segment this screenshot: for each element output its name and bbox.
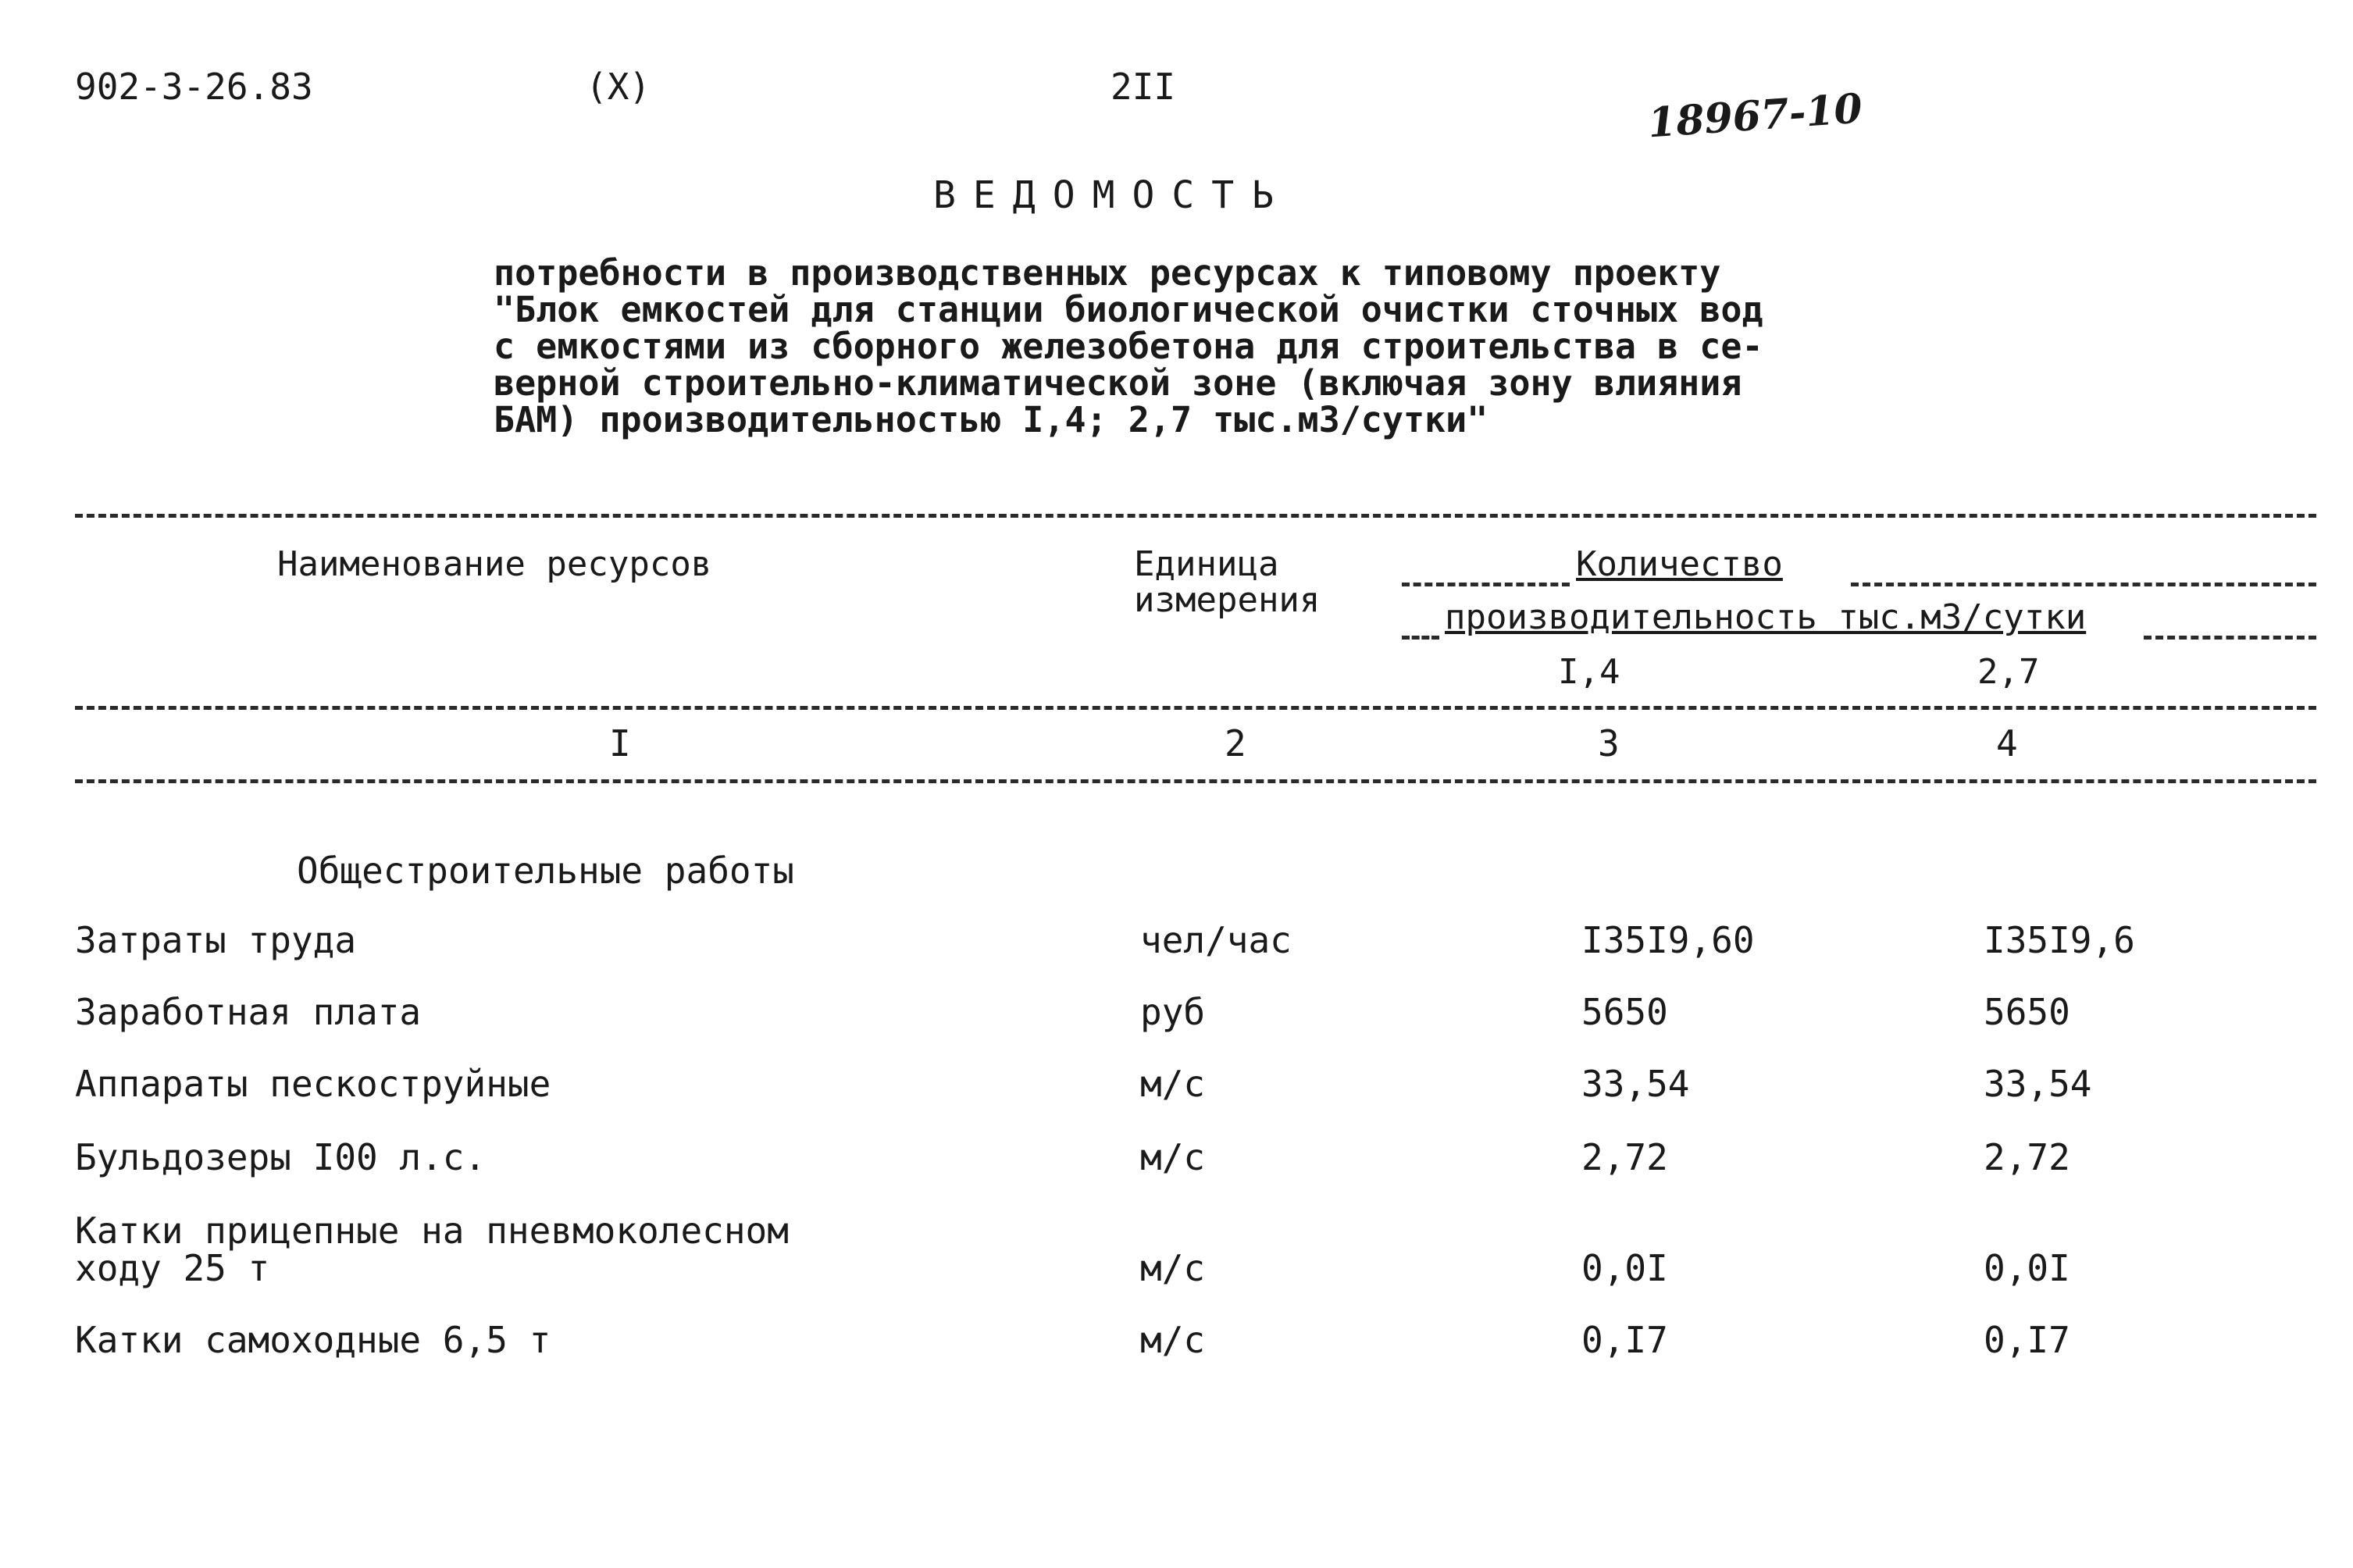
subtitle-line: с емкостями из сборного железобетона для строительства в се- [494, 326, 1763, 367]
column-header-capacity-1: I,4 [1558, 652, 1620, 692]
resource-name [75, 1136, 487, 1178]
capacity-header-rule-right [2144, 636, 2316, 640]
quantity-capacity-2: 5650 [1984, 991, 2070, 1033]
resource-unit: м/с [1140, 1319, 1206, 1361]
resource-name [75, 993, 421, 1031]
document-subtitle [494, 252, 1763, 440]
column-number: I [609, 722, 631, 764]
quantity-capacity-1: 0,I7 [1581, 1319, 1668, 1361]
quantity-capacity-1: 33,54 [1581, 1063, 1690, 1105]
quantity-capacity-1: I35I9,60 [1581, 919, 1755, 961]
column-header-capacity: производительность тыс.м3/сутки [1445, 597, 2087, 637]
subtitle-line: "Блок емкостей для станции биологической очистки сточных вод [494, 289, 1763, 330]
document-title: ВЕДОМОСТЬ [933, 173, 1292, 217]
quantity-capacity-2: 2,72 [1984, 1136, 2070, 1178]
resource-name [75, 1065, 551, 1103]
column-header-name: Наименование ресурсов [277, 544, 712, 584]
resource-name-line: Аппараты пескоструйные [75, 1063, 551, 1105]
resource-name [75, 921, 356, 959]
quantity-header-rule-left [1402, 583, 1570, 586]
quantity-header-rule-right [1851, 583, 2316, 586]
resource-name-line: Бульдозеры I00 л.с. [75, 1136, 487, 1178]
resource-name [75, 1212, 789, 1287]
resource-name-line: Катки прицепные на пневмоколесном [75, 1210, 789, 1252]
subtitle-line: БАМ) производительностью I,4; 2,7 тыс.м3/сутки" [494, 399, 1488, 440]
column-header-unit [1134, 544, 1321, 620]
document-code: 902-3-26.83 [75, 66, 313, 108]
column-number: 4 [1996, 722, 2018, 764]
unit-header-line: измерения [1134, 580, 1321, 620]
quantity-capacity-1: 5650 [1581, 991, 1668, 1033]
quantity-capacity-2: 0,I7 [1984, 1319, 2070, 1361]
resource-unit: м/с [1140, 1247, 1206, 1289]
quantity-capacity-2: 0,0I [1984, 1247, 2070, 1289]
resource-name-line: Катки самоходные 6,5 т [75, 1319, 551, 1361]
quantity-capacity-1: 0,0I [1581, 1247, 1668, 1289]
subtitle-line: верной строительно-климатической зоне (включая зону влияния [494, 362, 1742, 404]
resource-name-line: Затраты труда [75, 919, 357, 961]
quantity-capacity-2: 33,54 [1984, 1063, 2092, 1105]
resource-name [75, 1321, 551, 1359]
subtitle-line: потребности в производственных ресурсах к типовому проекту [494, 252, 1721, 294]
section-title: Общестроительные работы [297, 850, 794, 892]
document-marker: (X) [586, 66, 651, 108]
resource-unit: м/с [1140, 1063, 1206, 1105]
column-number: 3 [1598, 722, 1620, 764]
resource-unit: чел/час [1140, 919, 1292, 961]
resource-name-line: ходу 25 т [75, 1247, 270, 1289]
column-header-quantity: Количество [1576, 544, 1783, 584]
resource-unit: м/с [1140, 1136, 1206, 1178]
unit-header-line: Единица [1134, 544, 1279, 584]
header-bottom-rule [75, 706, 2316, 710]
resource-unit: руб [1140, 991, 1206, 1033]
column-numbers-rule [75, 779, 2316, 783]
table-top-rule [75, 514, 2316, 518]
resource-name-line: Заработная плата [75, 991, 422, 1033]
quantity-capacity-1: 2,72 [1581, 1136, 1668, 1178]
capacity-header-rule-left [1402, 636, 1439, 640]
quantity-capacity-2: I35I9,6 [1984, 919, 2135, 961]
column-number: 2 [1225, 722, 1246, 764]
page-number: 2II [1111, 66, 1176, 108]
archive-number: 18967-10 [1646, 84, 1864, 148]
column-header-capacity-2: 2,7 [1977, 652, 2040, 692]
